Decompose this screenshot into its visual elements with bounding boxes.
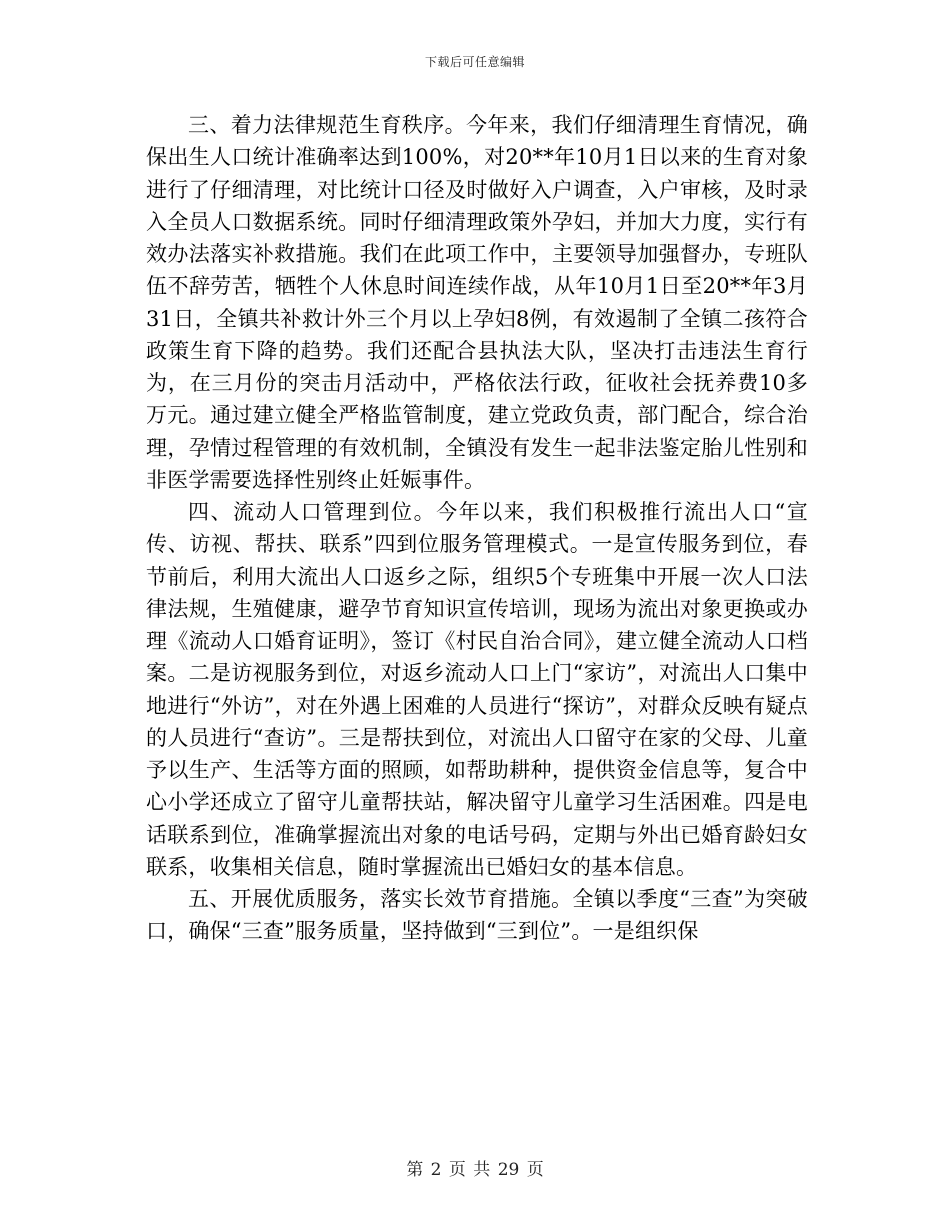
paragraph-section-four: 四、流动人口管理到位。今年以来，我们积极推行流出人口“宣传、访视、帮扶、联系”四到位服务管理模式。一是宣传服务到位，春节前后，利用大流出人口返乡之际，组织5个专班集中开展一次人口法律法规，生殖健康，避孕节育知识宣传培训，现场为流出对象更换或办理《流动人口婚育证明》，签订《村民自治合同》，建立健全流动人口档案。二是访视服务到位，对返乡流动人口上门“家访”，对流出人口集中地进行“外访”，对在外遇上困难的人员进行“探访”，对群众反映有疑点的人员进行“查访”。三是帮扶到位，对流出人口留守在家的父母、儿童予以生产、生活等方面的照顾，如帮助耕种，提供资金信息等，复合中心小学还成立了留守儿童帮扶站，解决留守儿童学习生活困难。四是电话联系到位，准确掌握流出对象的电话号码，定期与外出已婚育龄妇女联系，收集相关信息，随时掌握流出已婚妇女的基本信息。	[146, 500, 808, 879]
page-header: 下载后可任意编辑	[424, 55, 525, 69]
document-body	[146, 109, 808, 948]
page-number-footer: 第 2 页 共 29 页	[406, 1160, 544, 1180]
paragraph-section-three: 三、着力法律规范生育秩序。今年来，我们仔细清理生育情况，确保出生人口统计准确率达到100%，对20**年10月1日以来的生育对象进行了仔细清理，对比统计口径及时做好入户调查，入户审核，及时录入全员人口数据系统。同时仔细清理政策外孕妇，并加大力度，实行有效办法落实补救措施。我们在此项工作中，主要领导加强督办，专班队伍不辞劳苦，牺牲个人休息时间连续作战，从年10月1日至20**年3月31日，全镇共补救计外三个月以上孕妇8例，有效遏制了全镇二孩符合政策生育下降的趋势。我们还配合县执法大队，坚决打击违法生育行为，在三月份的突击月活动中，严格依法行政，征收社会抚养费10多万元。通过建立健全严格监管制度，建立党政负责，部门配合，综合治理，孕情过程管理的有效机制，全镇没有发生一起非法鉴定胎儿性别和非医学需要选择性别终止妊娠事件。	[146, 113, 808, 492]
paragraph-section-five: 五、开展优质服务，落实长效节育措施。全镇以季度“三查”为突破口，确保“三查”服务质量，坚持做到“三到位”。一是组织保	[146, 887, 808, 944]
